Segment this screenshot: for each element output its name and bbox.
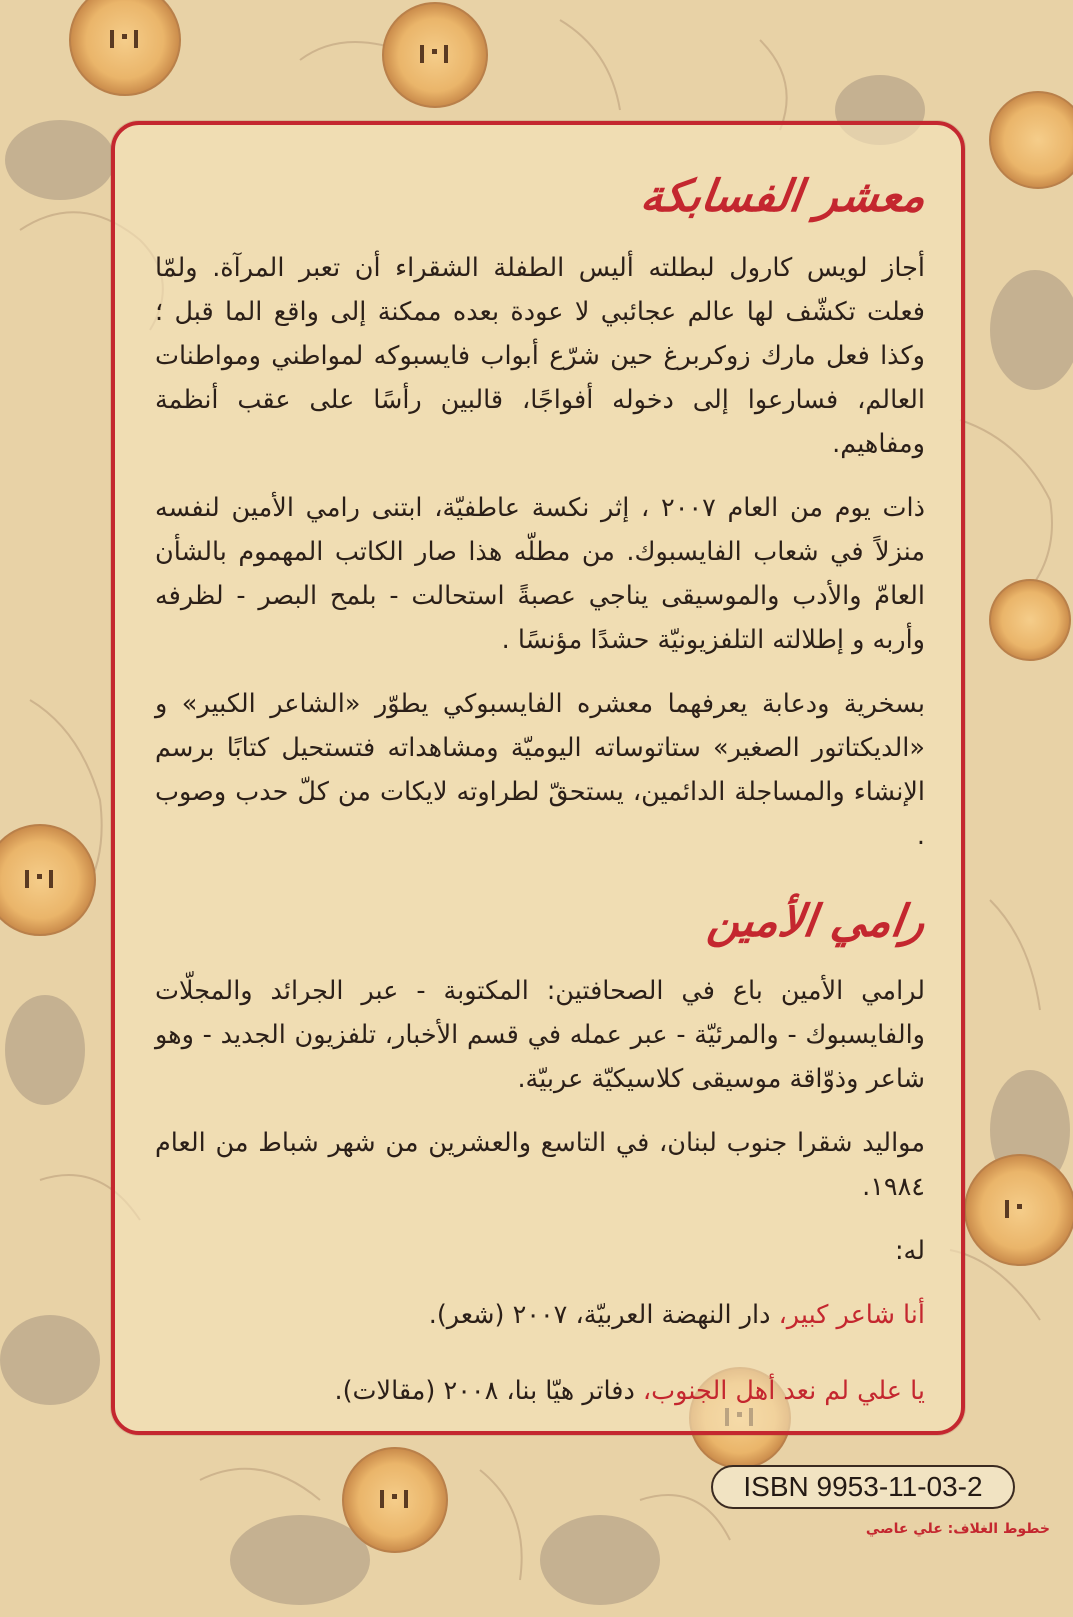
cover-credit: خطوط الغلاف: علي عاصي (865, 1521, 1050, 1537)
book-title-calligraphy (155, 171, 929, 224)
text-content (155, 161, 929, 1406)
text-panel (111, 121, 965, 1435)
book-title: معشر الفسابكة (637, 171, 929, 222)
work-item-1 (155, 1293, 925, 1337)
blurb-paragraph-2: ذات يوم من العام ٢٠٠٧ ، إثر نكسة عاطفيّة، ابتنى رامي الأمين لنفسه منزلاً في شعاب الفايسبوك. من مطلّه هذا صار الكاتب المهموم بالشأن العامّ والأدب والموسيقى يناجي عصبةً استحالت - بلمح البصر - لظرفه وأربه و إطلالته التلفزيونيّة حشدًا مؤنسًا . (155, 492, 925, 655)
work-details-1: دار النهضة العربيّة، ٢٠٠٧ (شعر). (428, 1299, 779, 1330)
work-title-2: يا علي لم نعد أهل الجنوب، (642, 1375, 925, 1406)
blurb-paragraph-3: بسخرية ودعابة يعرفهما معشره الفايسبوكي يطوّر «الشاعر الكبير» و «الديكتاتور الصغير» ستاتوساته اليوميّة ومشاهداته فتستحيل كتابًا برسم الإنشاء والمساجلة الدائمين، يستحقّ لطراوته لايكات من كلّ حدب وصوب . (155, 688, 925, 851)
work-details-2: دفاتر هيّا بنا، ٢٠٠٨ (مقالات). (334, 1375, 643, 1406)
works-heading: له: (894, 1235, 925, 1266)
work-item-2 (155, 1369, 925, 1413)
author-signature (155, 895, 929, 949)
isbn-label: ISBN 9953-11-03-2 (711, 1465, 1015, 1509)
blurb-paragraph-1: أجاز لويس كارول لبطلته أليس الطفلة الشقراء أن تعبر المرآة. ولمّا فعلت تكشّف لها عالم عجائبي لا عودة بعده ممكنة إلى واقع الما قبل ؛ وكذا فعل مارك زوكربرغ حين شرّع أبواب فايسبوكه لمواطني ومواطنات العالم، فسارعوا إلى دخوله أفواجًا، قالبين رأسًا على عقب أنظمة ومفاهيم. (155, 252, 925, 459)
work-title-1: أنا شاعر كبير، (778, 1299, 925, 1330)
author-name: رامي الأمين (704, 895, 929, 947)
bio-paragraph-1: لرامي الأمين باع في الصحافتين: المكتوبة - عبر الجرائد والمجلّات والفايسبوك - والمرئيّة - عبر عمله في قسم الأخبار، تلفزيون الجديد - وهو شاعر وذوّاقة موسيقى كلاسيكيّة عربيّة. (155, 975, 925, 1094)
bio-paragraph-2: مواليد شقرا جنوب لبنان، في التاسع والعشرين من شهر شباط من العام ١٩٨٤. (155, 1127, 925, 1202)
